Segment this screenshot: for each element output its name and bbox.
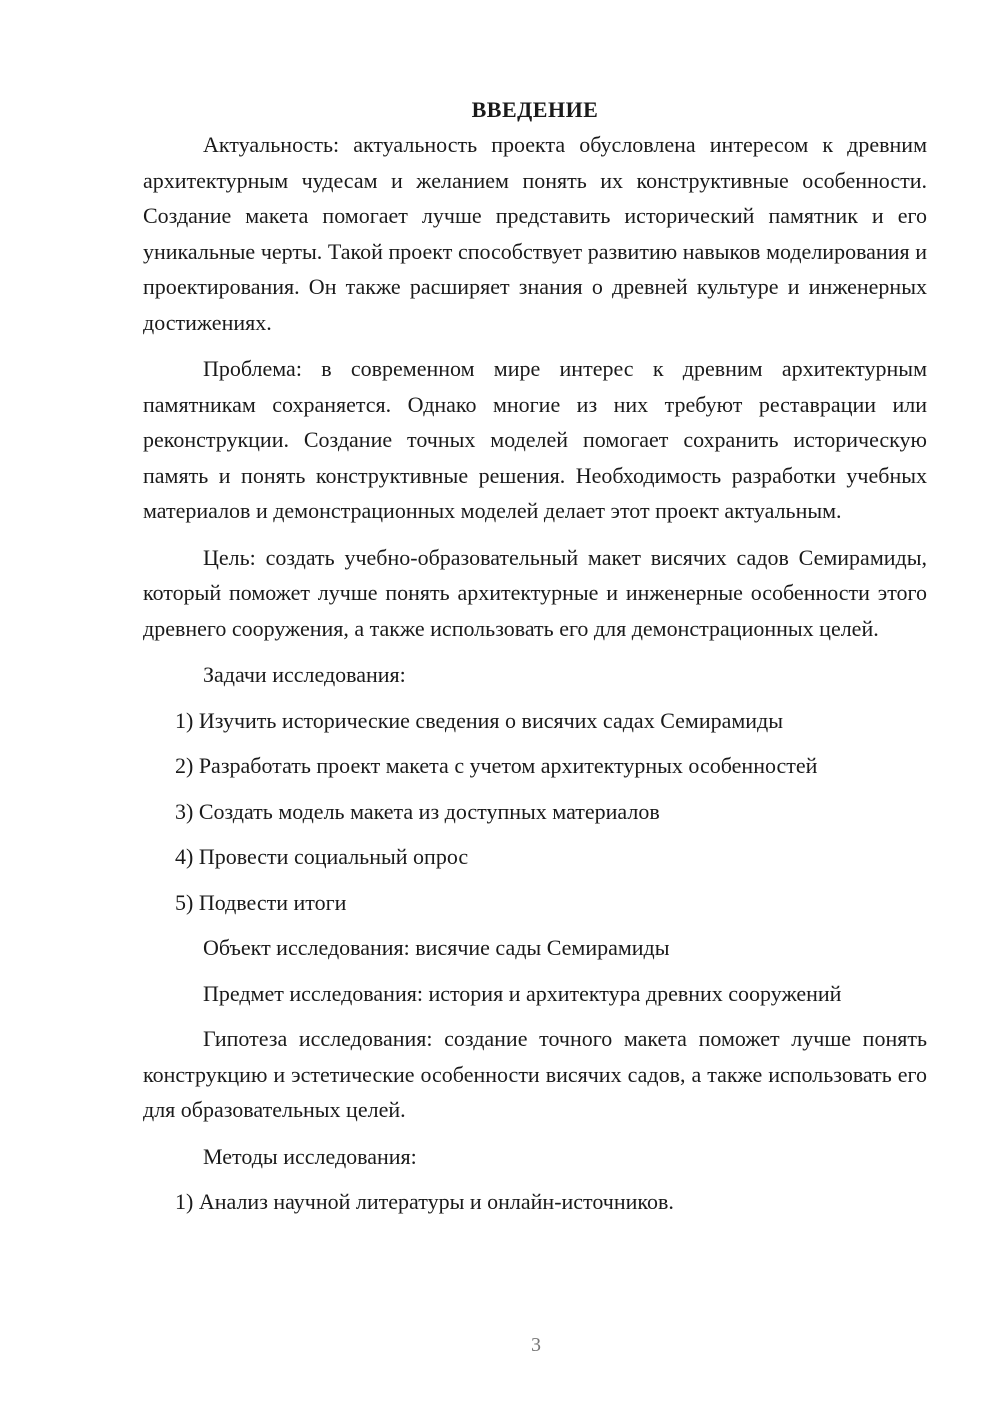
tasks-label: Задачи исследования:: [203, 662, 406, 687]
relevance-paragraph: Актуальность: актуальность проекта обусловлена интересом к древним архитектурным чудесам и желанием понять их конструктивные особенности. Создание макета помогает лучше представить исторический памятник и его уникальные черты. Такой проект способствует развитию навыков моделирования и проектирования. Он также расширяет знания о древней культуре и инженерных достижениях.: [143, 132, 927, 335]
problem-paragraph: Проблема: в современном мире интерес к древним архитектурным памятникам сохраняется. Однако многие из них требуют реставрации или реконструкции. Создание точных моделей помогает сохранить историческую память и понять конструктивные решения. Необходимость разработки учебных материалов и демонстрационных моделей делает этот проект актуальным.: [143, 356, 927, 523]
research-subject: Предмет исследования: история и архитектура древних сооружений: [203, 980, 842, 1006]
task-item-1: 1) Изучить исторические сведения о висячих садах Семирамиды: [175, 707, 784, 733]
methods-label: Методы исследования:: [203, 1143, 417, 1169]
task-item-3: 3) Создать модель макета из доступных материалов: [175, 798, 660, 824]
task-item-4: 4) Провести социальный опрос: [175, 844, 469, 869]
goal-paragraph: Цель: создать учебно-образовательный макет висячих садов Семирамиды, который поможет лучше понять архитектурные и инженерные особенности этого древнего сооружения, а также использовать его для демонстрационных целей.: [143, 544, 927, 641]
page-title: ВВЕДЕНИЕ: [471, 97, 599, 122]
document-page: [143, 95, 927, 1230]
page-number: 3: [531, 1334, 541, 1356]
task-item-2: 2) Разработать проект макета с учетом архитектурных особенностей: [175, 753, 818, 778]
method-item-1: 1) Анализ научной литературы и онлайн-источников.: [175, 1189, 674, 1214]
research-object: Объект исследования: висячие сады Семирамиды: [203, 935, 670, 960]
task-item-5: 5) Подвести итоги: [175, 889, 347, 915]
hypothesis-paragraph: Гипотеза исследования: создание точного макета поможет лучше понять конструкцию и эстетические особенности висячих садов, а также использовать его для образовательных целей.: [143, 1026, 927, 1122]
